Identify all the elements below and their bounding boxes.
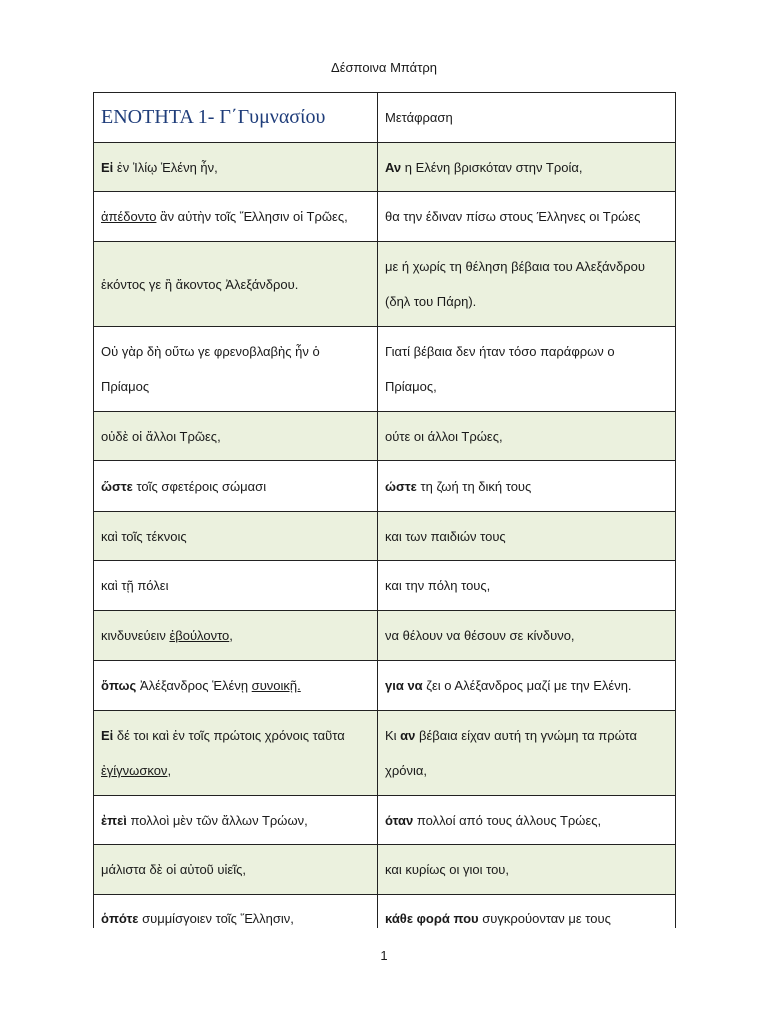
modern-translation-cell [378,143,676,192]
text-segment: ἐγίγνωσκον [101,763,168,778]
ancient-text-cell [94,461,378,512]
modern-translation-cell [378,845,676,895]
modern-translation-cell [378,242,676,327]
table-row [94,412,676,461]
text-segment: ούτε οι άλλοι Τρώες, [385,428,503,444]
text-segment: δέ τοι καὶ ἐν τοῖς πρώτοις χρόνοις ταῦτα [113,728,345,743]
text-segment: συνοικῇ. [251,678,301,693]
text-segment: πολλοὶ μὲν τῶν ἄλλων Τρώων, [126,812,308,828]
table-row [94,561,676,611]
modern-translation-cell [378,461,676,512]
table-row [94,661,676,711]
text-segment: όταν [385,812,414,828]
page-header: Δέσποινα Μπάτρη [331,60,437,75]
text-segment: βέβαια είχαν αυτή τη γνώμη τα πρώτα χρόνια, [385,728,638,778]
modern-translation-cell [378,711,676,796]
ancient-text-cell [94,611,378,661]
modern-translation-cell [378,561,676,611]
text-segment: ὥστε [101,478,133,494]
text-segment: ἀπέδοντο [101,209,157,224]
ancient-text-cell [94,661,378,711]
text-segment: Κι [385,728,401,743]
text-segment: αν [400,728,416,743]
translation-header-cell [378,93,676,143]
ancient-text-cell [94,561,378,611]
text-segment: ἐν Ἰλίῳ Ἑλένη ἦν, [113,159,218,175]
text-segment: Ἀλέξανδρος Ἑλένῃ [136,678,252,693]
text-segment: για να [385,678,423,693]
text-segment: Εἰ [101,728,114,743]
ancient-text-cell [94,845,378,895]
text-segment: κινδυνεύειν [101,628,170,643]
text-segment: μάλιστα δὲ οἱ αὐτοῦ υἱεῖς, [101,862,246,877]
table-row [94,192,676,242]
text-segment: Γιατί βέβαια δεν ήταν τόσο παράφρων ο Πρίαμος, [385,344,615,394]
modern-translation-cell [378,611,676,661]
translation-table [93,92,676,943]
text-segment: και την πόλη τους, [385,578,491,593]
ancient-text-cell [94,412,378,461]
text-segment: , [167,763,172,778]
ancient-text-cell [94,796,378,845]
table-row [94,796,676,845]
table-row [94,611,676,661]
text-segment: συγκρούονταν με τους [478,911,611,926]
table-row [94,327,676,412]
text-segment: και των παιδιών τους [385,528,506,544]
text-segment: Οὐ γὰρ δὴ οὕτω γε φρενοβλαβὴς ἦν ὁ Πρίαμος [101,344,320,394]
table-header-row [94,93,676,143]
text-segment: ὁπότε [101,911,139,926]
text-segment: και κυρίως οι γιοι του, [385,862,510,877]
text-segment: πολλοί από τους άλλους Τρώες, [413,812,602,828]
text-segment: να θέλουν να θέσουν σε κίνδυνο, [385,628,575,643]
ancient-text-cell [94,327,378,412]
text-segment: η Ελένη βρισκόταν στην Τροία, [401,159,583,175]
text-segment: καὶ τῇ πόλει [101,578,169,593]
table-row [94,711,676,796]
table-row [94,242,676,327]
text-segment: καὶ τοῖς τέκνοις [101,528,187,544]
table-row [94,845,676,895]
ancient-text-cell [94,242,378,327]
modern-translation-cell [378,192,676,242]
modern-translation-cell [378,512,676,561]
ancient-text-cell [94,711,378,796]
ancient-text-cell [94,192,378,242]
text-segment: τη ζωή τη δική τους [416,478,532,494]
modern-translation-cell [378,327,676,412]
modern-translation-cell [378,412,676,461]
text-segment: Εἰ [101,159,114,175]
text-segment: οὐδὲ οἱ ἄλλοι Τρῶες, [101,428,221,444]
text-segment: ὅπως [101,678,137,693]
ancient-text-cell [94,143,378,192]
modern-translation-cell [378,796,676,845]
ancient-text-cell [94,512,378,561]
text-segment: με ή χωρίς τη θέληση βέβαια του Αλεξάνδρου (δηλ του Πάρη). [385,259,646,309]
table-row [94,512,676,561]
text-segment: ώστε [385,478,417,494]
text-segment: κάθε φορά που [385,911,479,926]
text-segment: Αν [385,159,402,175]
text-segment: ἐπεὶ [101,812,127,828]
text-segment: θα την έδιναν πίσω στους Έλληνες οι Τρώες [385,209,641,224]
table-title: ΕΝΟΤΗΤΑ 1- Γ΄Γυμνασίου [101,105,326,128]
text-segment: ζει ο Αλέξανδρος μαζί με την Ελένη. [422,678,632,693]
text-segment: συμμίσγοιεν τοῖς Ἕλλησιν, [138,911,294,926]
page-number: 1 [380,948,388,963]
translation-header: Μετάφραση [385,110,453,125]
text-segment: ἑκόντος γε ἢ ἄκοντος Ἀλεξάνδρου. [101,276,299,292]
table-title-cell [94,93,378,143]
table-row [94,461,676,512]
table-row [94,143,676,192]
text-segment: ἐβούλοντο [169,628,230,643]
text-segment: ἂν αὐτὴν τοῖς Ἕλλησιν οἱ Τρῶες, [156,209,348,224]
text-segment: , [229,628,233,643]
modern-translation-cell [378,661,676,711]
text-segment: τοῖς σφετέροις σώμασι [132,478,267,494]
